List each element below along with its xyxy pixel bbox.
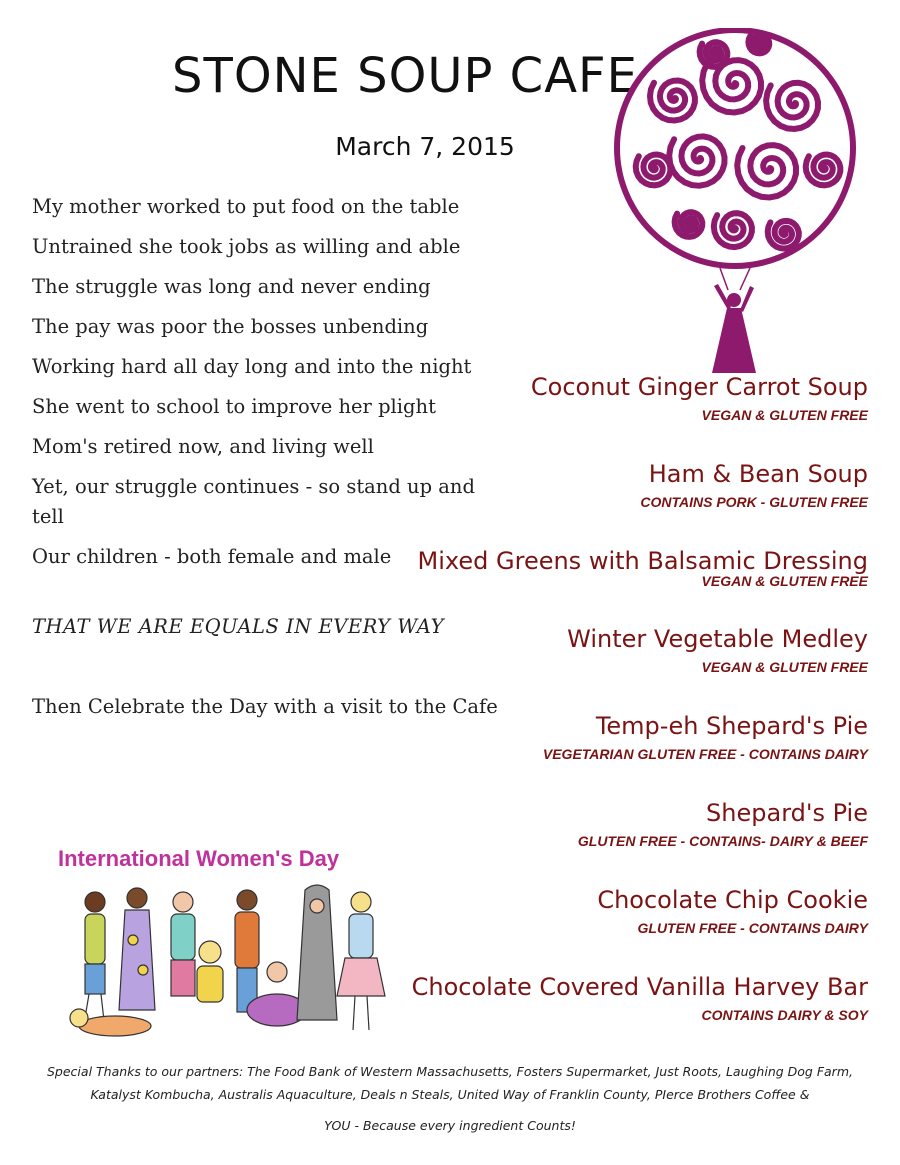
menu-item-note: CONTAINS PORK - GLUTEN FREE [640,494,868,510]
menu-item [640,459,868,511]
menu-item-name: Chocolate Chip Cookie [597,886,868,914]
menu-item-note: GLUTEN FREE - CONTAINS- DAIRY & BEEF [577,833,868,849]
menu-item [597,885,868,937]
footer-thanks-line: Katalyst Kombucha, Australis Aquaculture, Deals n Steals, United Way of Franklin County, PIerce Brothers Coffee & [90,1087,810,1102]
swirl-balloon-illustration [600,28,870,383]
menu-item-note: VEGETARIAN GLUTEN FREE - CONTAINS DAIRY [542,746,868,762]
menu-item-note: GLUTEN FREE - CONTAINS DAIRY [637,920,868,936]
poem-line: The pay was poor the bosses unbending [32,315,429,338]
poem [32,192,502,732]
menu-item-name: Ham & Bean Soup [648,460,868,488]
swirl-shape [748,35,769,54]
women-group-illustration [55,880,395,1050]
swirl-shape [766,83,818,129]
menu-item [418,546,868,590]
footer-thanks-line: Special Thanks to our partners: The Food Bank of Western Massachusetts, Fosters Supermarket, Just Roots, Laughing Dog Farm, [47,1064,853,1079]
poem-line: My mother worked to put food on the table [32,195,460,218]
poem-line: Working hard all day long and into the night [32,355,472,378]
poem-closing: Then Celebrate the Day with a visit to the Cafe [32,695,498,718]
womens-day-banner [58,846,418,872]
poem-line: Our children - both female and male [32,545,392,568]
womens-day-title: International Women's Day [58,846,340,871]
menu-item-name: Shepard's Pie [706,799,868,827]
swirl-shape [675,212,703,237]
swirl-shape [700,42,728,67]
menu-item-note: VEGAN & GLUTEN FREE [701,659,868,675]
menu-item-note: CONTAINS DAIRY & SOY [701,1007,868,1023]
menu-item-note: VEGAN & GLUTEN FREE [701,407,868,423]
girl-figure [712,284,756,373]
menu-item [531,372,868,424]
menu-item [567,624,868,676]
swirl-shape [714,213,752,247]
swirl-shape [768,221,799,249]
poem-line: Untrained she took jobs as willing and able [32,235,461,258]
poem-line: Mom's retired now, and living well [32,435,374,458]
swirl-shape [650,81,695,121]
poem-line: The struggle was long and never ending [32,275,431,298]
poem-line: She went to school to improve her plight [32,395,436,418]
menu-item-name: Mixed Greens with Balsamic Dressing [417,547,868,575]
swirl-shape [636,155,671,186]
menu-item-name: Winter Vegetable Medley [567,625,868,653]
menu-date: March 7, 2015 [335,132,515,161]
cafe-title: STONE SOUP CAFE [172,48,638,104]
menu-item-note: VEGAN & GLUTEN FREE [701,573,868,589]
menu-item-name: Chocolate Covered Vanilla Harvey Bar [411,973,868,1001]
footer-you-line: YOU - Because every ingredient Counts! [324,1118,576,1133]
menu-item-name: Coconut Ginger Carrot Soup [530,373,868,401]
footer-thanks [30,1060,870,1137]
swirl-shape [669,136,724,185]
menu-item [412,972,868,1024]
menu-item [578,798,868,850]
menu-item-name: Temp-eh Shepard's Pie [595,712,868,740]
swirl-shape [737,145,796,197]
poem-emphasis: THAT WE ARE EQUALS IN EVERY WAY [32,615,444,638]
swirl-shape [806,155,841,186]
poem-line: Yet, our struggle continues - so stand up and tell [32,475,475,528]
menu-item [543,711,868,763]
